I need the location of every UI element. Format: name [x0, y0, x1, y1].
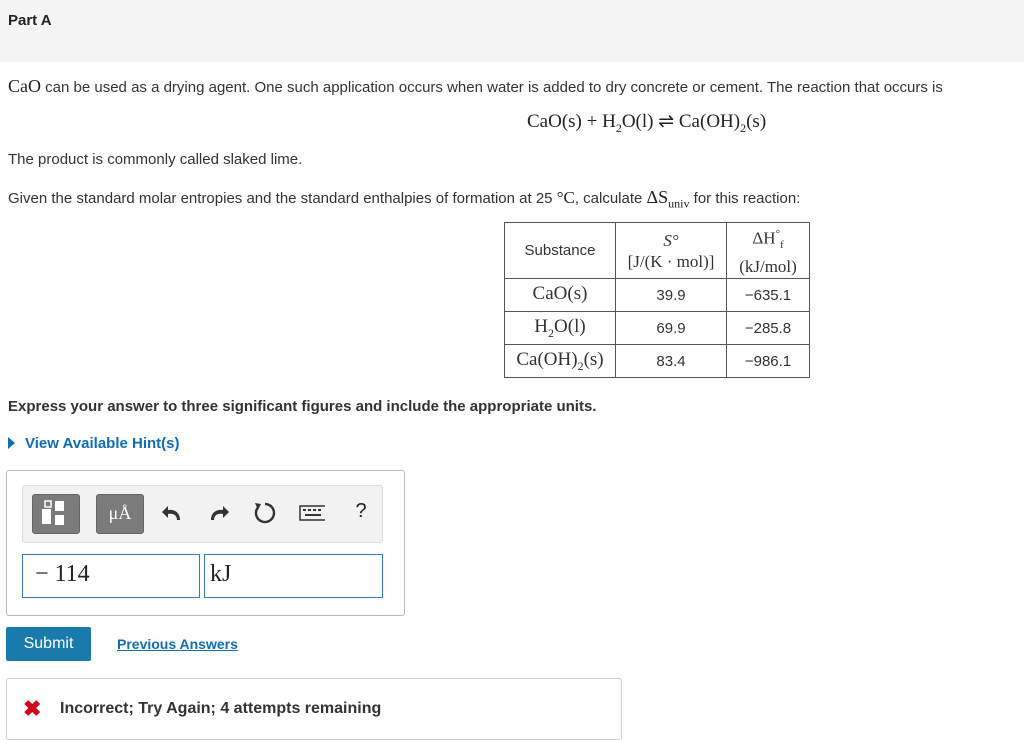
feedback-text: Incorrect; Try Again; 4 attempts remaining [60, 700, 382, 717]
help-button[interactable]: ? [355, 500, 367, 522]
col-enthalpy: $\Delta H^\circ_f$ (kJ/mol) [727, 223, 810, 279]
table-row: $H_2O(l)$ 69.9 −285.8 [505, 312, 810, 345]
table-row: $Ca(OH)_2(s)$ 83.4 −986.1 [505, 345, 810, 378]
reset-icon[interactable] [252, 500, 278, 526]
cao-symbol: CaO [8, 76, 41, 96]
thermo-data-table [504, 222, 810, 378]
part-title: Part A [8, 12, 52, 29]
product-text: The product is commonly called slaked lime. [8, 151, 303, 168]
part-header [0, 0, 1024, 62]
incorrect-icon: ✖ [23, 696, 42, 721]
table-header-row [505, 223, 810, 279]
col-substance: Substance [505, 223, 616, 279]
intro-paragraph [8, 76, 943, 97]
keyboard-icon[interactable] [299, 503, 325, 523]
answer-panel [6, 470, 405, 616]
delta-s-symbol: ΔS [646, 187, 669, 207]
expand-triangle-icon [8, 437, 15, 449]
previous-answers-link[interactable]: Previous Answers [117, 636, 238, 652]
units-button[interactable]: μÅ [96, 494, 144, 534]
answer-value-input[interactable]: − 114 [22, 554, 200, 598]
col-entropy: S° [J/(K · mol)] [616, 223, 727, 279]
math-toolbar [22, 485, 383, 543]
intro-text: can be used as a drying agent. One such application occurs when water is added to dry concrete or cement. The reaction that occurs is [45, 79, 943, 96]
undo-icon[interactable] [160, 502, 186, 526]
answer-unit-input[interactable]: kJ [204, 554, 383, 598]
templates-button[interactable] [32, 494, 80, 534]
templates-icon [33, 495, 79, 533]
instructions-text: Express your answer to three significant figures and include the appropriate units. [8, 398, 597, 415]
reaction-equation: $CaO(s) + H_2O(l)$ ⇌ $Ca(OH)_2(s)$ [527, 111, 767, 135]
table-row: CaO(s) 39.9 −635.1 [505, 279, 810, 312]
redo-icon[interactable] [207, 502, 233, 526]
given-paragraph: Given the standard molar entropies and the standard enthalpies of formation at 25 °C, calculate $\Delta S_{univ}$ for this reaction: [8, 187, 801, 211]
view-hints-link[interactable]: View Available Hint(s) [8, 435, 180, 452]
submit-button[interactable]: Submit [6, 627, 91, 661]
feedback-panel [6, 678, 622, 740]
